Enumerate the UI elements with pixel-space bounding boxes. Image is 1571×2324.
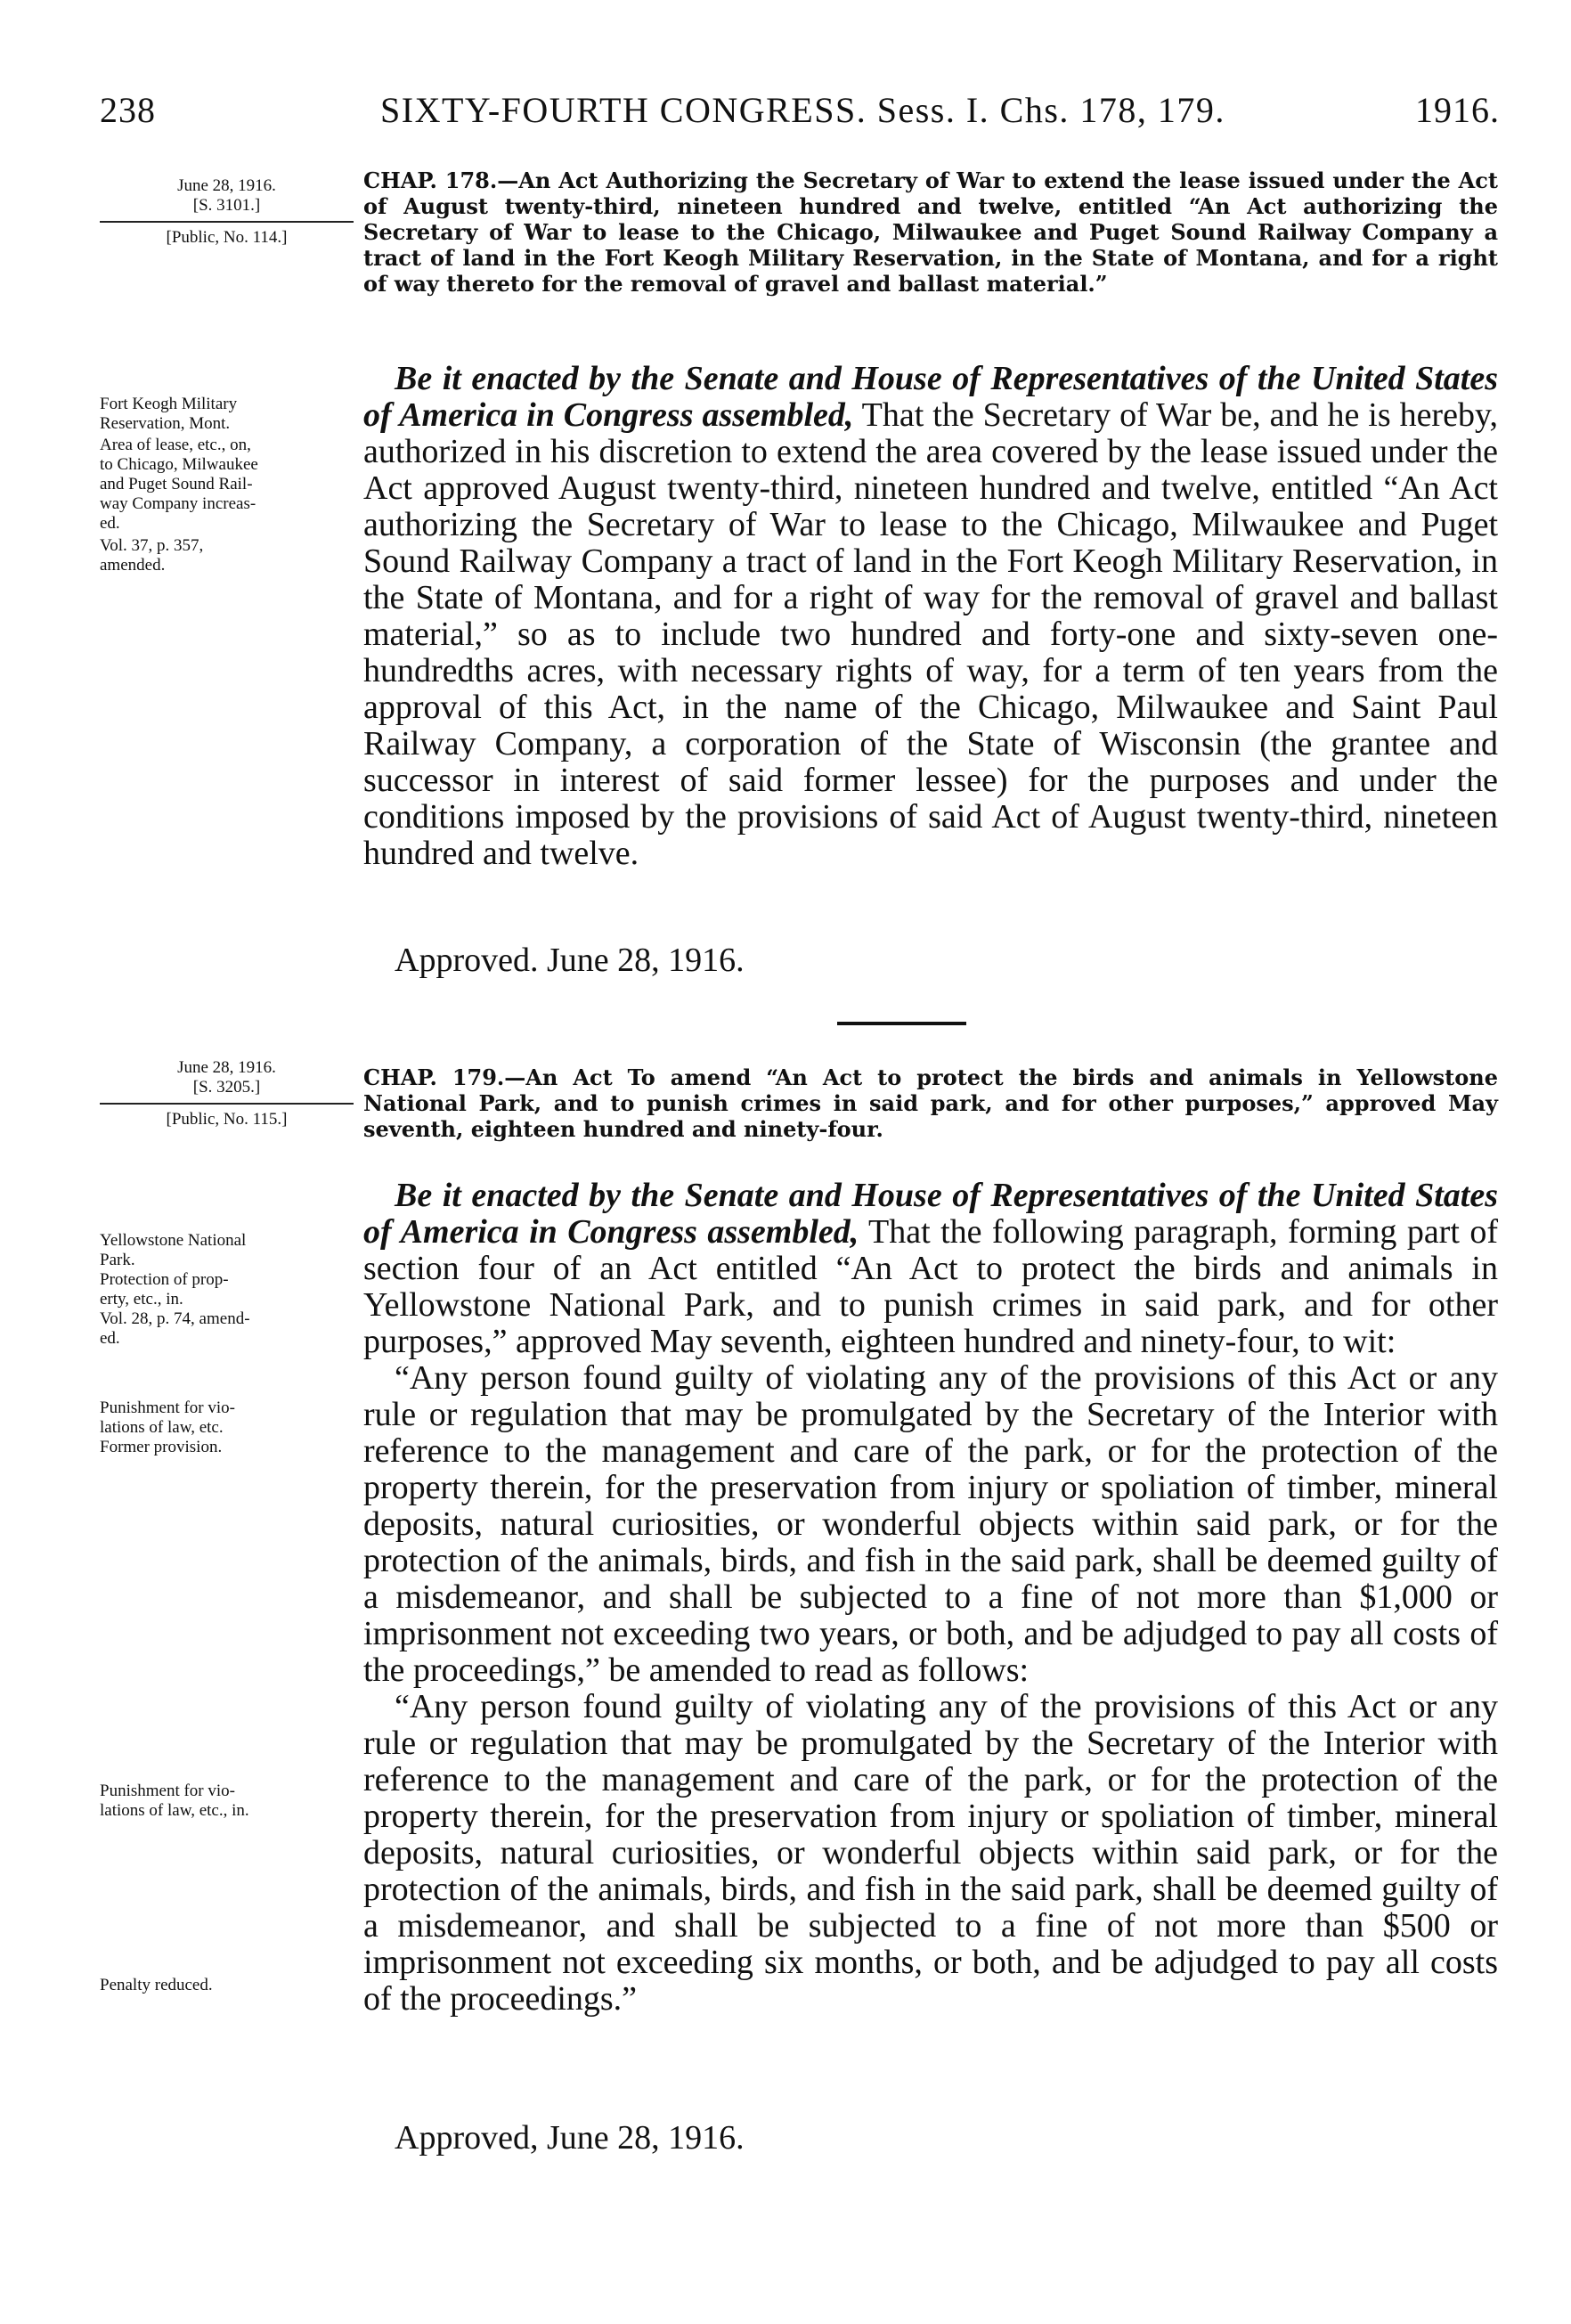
ch178-enacting-clause: Be it enacted by the Senate and House of Representatives of the United States of America in Congress assembled, — [363, 360, 1498, 434]
ch179-sidenote-line: lations of law, etc. — [100, 1418, 224, 1437]
ch179-approved: Approved, June 28, 1916. — [395, 2119, 745, 2157]
ch179-margin-bill: [S. 3205.] — [192, 1078, 261, 1097]
ch178-body — [363, 361, 1498, 872]
ch179-sidenote-line: Vol. 28, p. 74, amend- — [100, 1309, 250, 1328]
ch179-sidenote-line: lations of law, etc., in. — [100, 1801, 249, 1820]
ch178-sidenote-line: ed. — [100, 514, 120, 533]
ch178-margin-bill: [S. 3101.] — [192, 196, 261, 215]
ch179-margin-dates — [100, 1058, 354, 1129]
ch178-margin-dates — [100, 176, 354, 248]
ch178-sidenote-area — [100, 436, 354, 534]
ch179-sidenote-punishment — [100, 1782, 354, 1821]
ch178-body-text: That the Secretary of War be, and he is hereby, authorized in his discretion to extend the area covered by the lease issued under the Act approved August twenty-third, nineteen hundred and twelve, entitled “An Act authorizing the Secretary of War to lease to the Chicago, Milwaukee and Puget Sound Railway Company a tract of land in the Fort Keogh Military Reservation, in the State of Montana, and for a right of way for the removal of gravel and ballast material,” so as to include two hundred and forty-one and sixty-seven one-hundredths acres, with necessary rights of way, for a term of ten years from the approval of this Act, in the name of the Chicago, Milwaukee and Saint Paul Railway Company, a corporation of the State of Wisconsin (the grantee and successor in interest of said former lessee) for the purposes and under the conditions imposed by the provisions of said Act of August twenty-third, nineteen hundred and twelve. — [363, 396, 1498, 872]
page-number: 238 — [100, 90, 156, 130]
ch179-sidenote-park — [100, 1231, 354, 1270]
ch179-margin-date: June 28, 1916. — [177, 1058, 276, 1077]
ch179-enacting-clause: Be it enacted by the Senate and House of Representatives of the United States of America in Congress assembled, — [363, 1177, 1498, 1251]
ch179-sidenote-former — [100, 1398, 354, 1457]
running-header — [100, 89, 1500, 134]
ch179-body-text: That the following paragraph, forming part of section four of an Act entitled “An Act to protect the birds and animals in Yellowstone National Park, and to punish crimes in said park, and for other purposes,” approved May seventh, eighteen hundred and ninety-four, to wit: — [363, 1213, 1498, 1360]
header-title: SIXTY-FOURTH CONGRESS. Sess. I. Chs. 178, 179. — [380, 90, 1225, 130]
header-year: 1916. — [1415, 90, 1500, 130]
ch178-caption: CHAP. 178.—An Act Authorizing the Secretary of War to extend the lease issued under the Act of August twenty-third, nineteen hundred and twelve, entitled “An Act authorizing the Secretary of War to lease to the Chicago, Milwaukee and Puget Sound Railway Company a tract of land in the Fort Keogh Military Reservation, in the State of Montana, and for a right of way thereto for the removal of gravel and ballast material.” — [363, 167, 1498, 297]
ch179-sidenote-line: ed. — [100, 1329, 120, 1348]
ch179-sidenote-line: Former provision. — [100, 1438, 223, 1456]
ch178-sidenote-line: and Puget Sound Rail- — [100, 475, 253, 493]
ch178-sidenote-line: Area of lease, etc., on, — [100, 436, 251, 454]
ch179-sidenote-line: Penalty reduced. — [100, 1976, 213, 1994]
ch179-sidenote-protection — [100, 1270, 354, 1309]
ch179-section — [363, 1178, 1498, 1360]
ch179-sidenote-line: Park. — [100, 1251, 135, 1269]
ch178-margin-date: June 28, 1916. — [177, 176, 276, 195]
ch179-margin-public: [Public, No. 115.] — [166, 1110, 288, 1129]
ch179-former-provision: “Any person found guilty of violating any of the provisions of this Act or any rule or regulation that may be promulgated by the Secretary of the Interior with reference to the management and care of the park, or for the protection of the property therein, for the preservation from injury or spoliation of timber, mineral deposits, natural curiosities, or wonderful objects within said park, or for the protection of the animals, birds, and fish in the said park, shall be deemed guilty of a misdemeanor, and shall be subjected to a fine of not more than $1,000 or imprisonment not exceeding two years, or both, and be adjudged to pay all costs of the proceedings,” be amended to read as follows: — [363, 1359, 1498, 1689]
ch179-sidenote-line: Yellowstone National — [100, 1231, 247, 1250]
ch179-margin-rule — [100, 1103, 354, 1105]
ch178-sidenote-reservation — [100, 395, 354, 434]
ch179-sidenote-line: Punishment for vio- — [100, 1782, 235, 1800]
ch179-sidenote-line: erty, etc., in. — [100, 1290, 183, 1309]
ch178-sidenote-line: amended. — [100, 556, 166, 575]
ch178-sidenote-line: way Company increas- — [100, 494, 256, 513]
ch179-sidenote-vol — [100, 1309, 354, 1349]
ch179-body — [363, 1178, 1498, 2018]
ch179-caption: CHAP. 179.—An Act To amend “An Act to protect the birds and animals in Yellowstone National Park, and to punish crimes in said park, and for other purposes,” approved May seventh, eighteen hundred and ninety-four. — [363, 1064, 1498, 1142]
ch178-margin-rule — [100, 221, 354, 223]
ch179-sidenote-line: Protection of prop- — [100, 1270, 229, 1289]
ch179-sidenote-line: Punishment for vio- — [100, 1398, 235, 1417]
ch178-margin-public: [Public, No. 114.] — [166, 228, 288, 247]
chapter-divider — [837, 1022, 966, 1025]
ch178-sidenote-vol — [100, 536, 354, 575]
ch178-sidenote-line: Fort Keogh Military — [100, 395, 238, 413]
ch178-sidenote-line: to Chicago, Milwaukee — [100, 455, 258, 474]
ch178-sidenote-line: Vol. 37, p. 357, — [100, 536, 204, 555]
ch179-amended-provision: “Any person found guilty of violating any of the provisions of this Act or any rule or regulation that may be promulgated by the Secretary of the Interior with reference to the management and care of the park, or for the protection of the property therein, for the preservation from injury or spoliation of timber, mineral deposits, natural curiosities, or wonderful objects within said park, or for the protection of the animals, birds, and fish in the said park, shall be deemed guilty of a misdemeanor, and shall be subjected to a fine of not more than $500 or imprisonment not exceeding six months, or both, and be adjudged to pay all costs of the proceedings.” — [363, 1688, 1498, 2018]
ch179-sidenote-penalty — [100, 1976, 354, 1995]
ch178-sidenote-line: Reservation, Mont. — [100, 414, 231, 433]
ch178-section — [363, 361, 1498, 872]
ch178-approved: Approved. June 28, 1916. — [395, 942, 745, 979]
